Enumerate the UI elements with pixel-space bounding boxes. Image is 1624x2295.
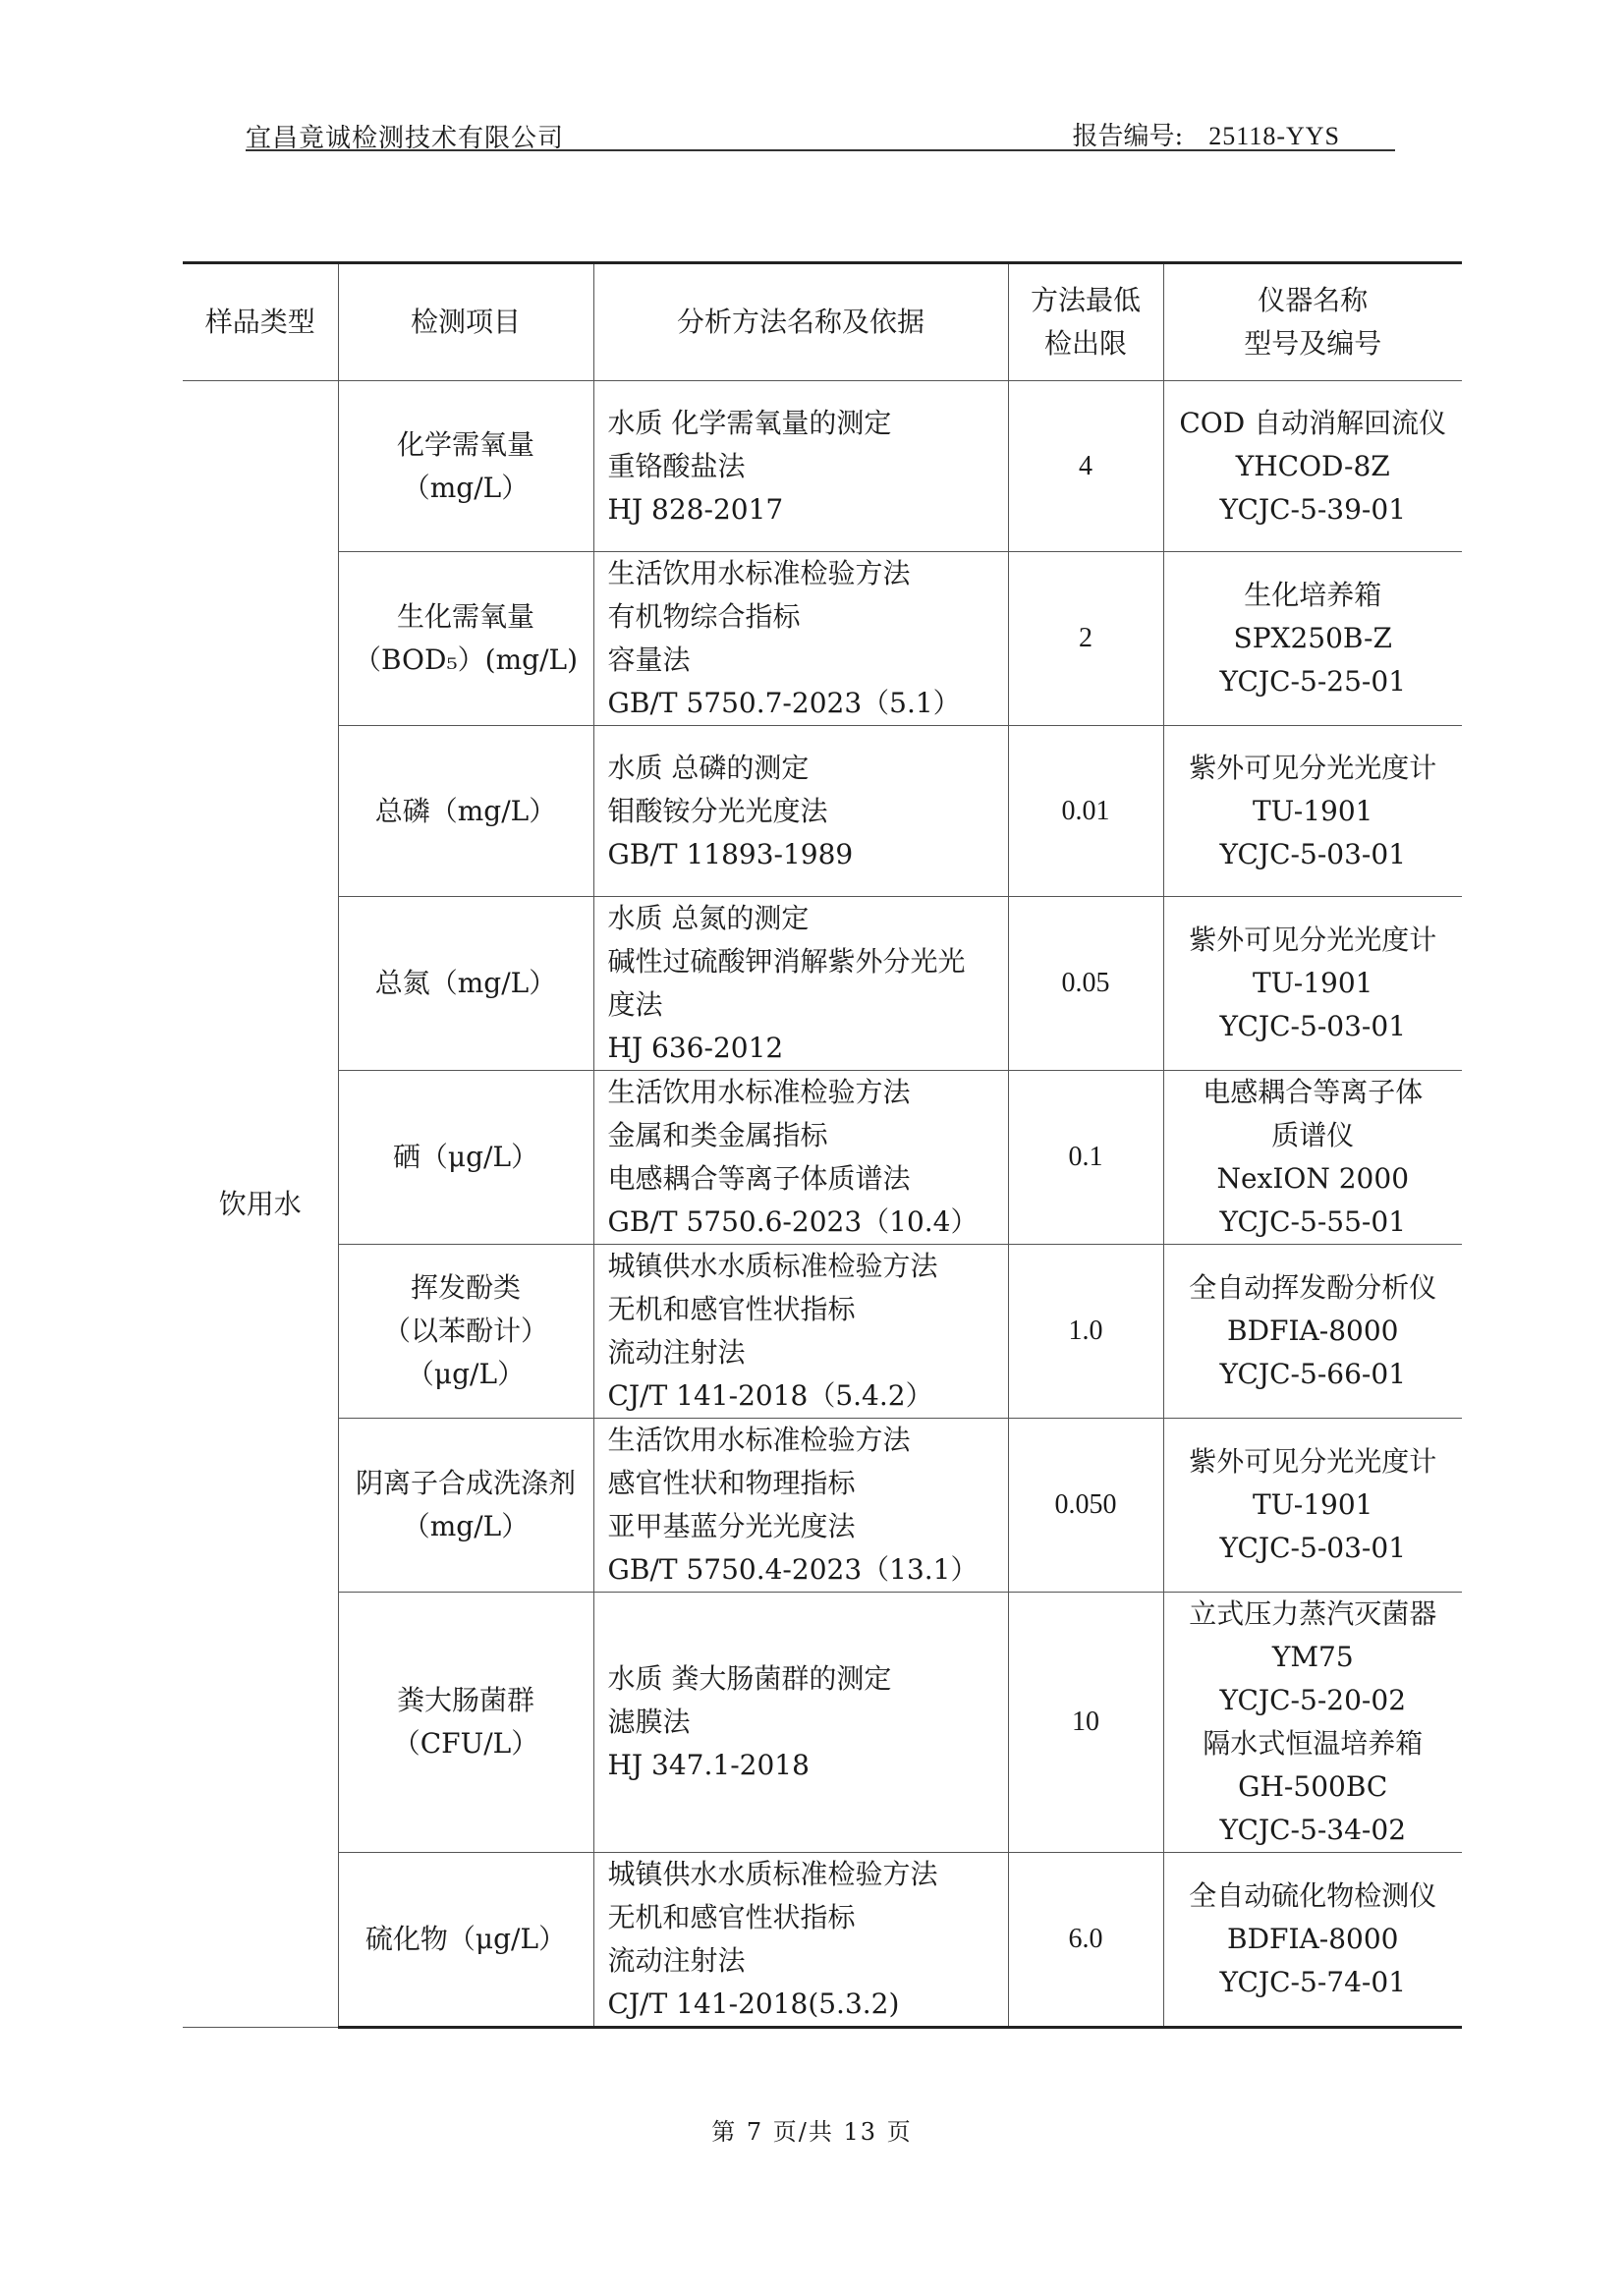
instrument-cell [1163,897,1462,1071]
method-cell-line: 水质 化学需氧量的测定 [607,406,892,439]
method-cell [593,381,1008,552]
col-header-limit-line: 方法最低 [1030,284,1141,316]
instrument-cell-line: YHCOD-8Z [1235,449,1390,482]
instrument-cell-line: 紫外可见分光光度计 [1189,924,1437,956]
item-cell [338,1853,593,2028]
col-header-instrument-line: 仪器名称 [1258,284,1369,316]
instrument-cell-line: YCJC-5-03-01 [1219,1010,1407,1042]
limit-cell: 6.0 [1008,1853,1163,2028]
item-cell-line: （CFU/L） [392,1727,539,1760]
method-cell [593,1593,1008,1853]
instrument-cell-line: YCJC-5-03-01 [1219,1532,1407,1564]
item-cell [338,1071,593,1245]
instrument-cell-line: 全自动挥发酚分析仪 [1189,1271,1437,1304]
method-cell-line: GB/T 5750.4-2023（13.1） [607,1553,979,1586]
method-cell-line: GB/T 11893-1989 [607,837,854,870]
instrument-cell-line: 紫外可见分光光度计 [1189,1445,1437,1478]
instrument-cell [1163,381,1462,552]
method-cell-line: HJ 828-2017 [607,492,784,526]
table-row [183,1071,1462,1245]
instrument-cell-line: SPX250B-Z [1233,622,1392,654]
instrument-cell [1163,726,1462,897]
limit-cell: 0.1 [1008,1071,1163,1245]
item-cell-line: 挥发酚类 [410,1271,521,1304]
table-row [183,1245,1462,1419]
limit-cell: 1.0 [1008,1245,1163,1419]
instrument-cell-line: 全自动硫化物检测仪 [1189,1879,1437,1912]
method-cell [593,1419,1008,1593]
method-cell-line: 水质 粪大肠菌群的测定 [607,1662,892,1695]
limit-cell: 0.01 [1008,726,1163,897]
method-cell-line: 钼酸铵分光光度法 [607,794,828,827]
instrument-cell-line: TU-1901 [1253,967,1373,999]
instrument-cell [1163,552,1462,726]
method-cell-line: 生活饮用水标准检验方法 [607,1424,911,1456]
instrument-cell-line: COD 自动消解回流仪 [1179,406,1447,439]
company-name: 宜昌竟诚检测技术有限公司 [246,124,565,153]
instrument-cell [1163,1071,1462,1245]
instrument-cell-line: BDFIA-8000 [1227,1315,1399,1347]
method-cell-line: CJ/T 141-2018(5.3.2) [607,1987,900,2020]
item-cell-line: 阴离子合成洗涤剂 [355,1467,576,1499]
method-cell-line: 水质 总磷的测定 [607,751,810,784]
col-header-method: 分析方法名称及依据 [593,263,1008,381]
item-cell-line: （mg/L） [402,471,530,504]
method-cell-line: GB/T 5750.6-2023（10.4） [607,1205,979,1238]
method-cell-line: 流动注射法 [607,1944,746,1977]
method-cell-line: 重铬酸盐法 [607,449,746,482]
col-header-limit [1008,263,1163,381]
col-header-instrument [1163,263,1462,381]
item-cell-line: （μg/L） [406,1358,526,1390]
instrument-cell-line: YM75 [1271,1641,1354,1673]
col-header-instrument-line: 型号及编号 [1244,327,1382,360]
instrument-cell-line: 质谱仪 [1271,1119,1355,1151]
table-row [183,897,1462,1071]
item-cell [338,897,593,1071]
table-row [183,1593,1462,1853]
instrument-cell-line: 紫外可见分光光度计 [1189,751,1437,784]
method-cell-line: 生活饮用水标准检验方法 [607,1076,911,1108]
item-cell [338,726,593,897]
item-cell-line: 生化需氧量 [396,600,534,633]
instrument-cell-line: 生化培养箱 [1244,579,1382,611]
method-cell [593,726,1008,897]
method-cell-line: 生活饮用水标准检验方法 [607,557,911,589]
item-cell-line: 粪大肠菌群 [396,1684,534,1716]
method-cell [593,1071,1008,1245]
instrument-cell-line: TU-1901 [1253,1488,1373,1521]
item-cell-line: 硫化物（μg/L） [364,1923,567,1955]
col-header-limit-line: 检出限 [1043,327,1127,360]
method-cell-line: 无机和感官性状指标 [607,1293,856,1325]
method-cell-line: HJ 636-2012 [607,1032,784,1064]
table-header-row [183,263,1462,381]
method-cell-line: 容量法 [607,644,691,676]
item-cell [338,1593,593,1853]
method-cell-line: HJ 347.1-2018 [607,1749,810,1781]
item-cell-line: 化学需氧量 [396,427,534,461]
table-row [183,1853,1462,2028]
instrument-cell-line: GH-500BC [1238,1770,1388,1803]
instrument-cell-line: YCJC-5-74-01 [1219,1966,1407,1998]
method-cell-line: 城镇供水水质标准检验方法 [607,1250,938,1282]
page-number: 第 7 页/共 13 页 [711,2118,913,2146]
item-cell-line: （mg/L） [402,1510,530,1542]
instrument-cell-line: BDFIA-8000 [1227,1923,1399,1955]
instrument-cell-line: YCJC-5-66-01 [1219,1358,1407,1390]
method-cell-line: 流动注射法 [607,1336,746,1369]
limit-cell: 4 [1008,381,1163,552]
instrument-cell [1163,1593,1462,1853]
item-cell [338,1245,593,1419]
method-cell [593,552,1008,726]
method-cell-line: 无机和感官性状指标 [607,1901,856,1933]
instrument-cell-line: 电感耦合等离子体 [1203,1076,1424,1108]
col-header-sample-type: 样品类型 [183,263,338,381]
limit-cell: 2 [1008,552,1163,726]
method-cell-line: 有机物综合指标 [607,600,801,633]
method-cell-line: 度法 [607,988,663,1021]
method-cell-line: 滤膜法 [607,1706,691,1738]
instrument-cell [1163,1853,1462,2028]
report-number [1073,116,1340,152]
instrument-cell-line: YCJC-5-20-02 [1219,1684,1407,1716]
item-cell-line: （BOD₅）(mg/L) [353,644,579,676]
table-row [183,381,1462,552]
table-row [183,1419,1462,1593]
instrument-cell-line: 隔水式恒温培养箱 [1203,1727,1424,1760]
table-row [183,552,1462,726]
item-cell [338,381,593,552]
method-cell-line: 亚甲基蓝分光光度法 [607,1510,856,1542]
instrument-cell-line: YCJC-5-55-01 [1219,1205,1407,1238]
instrument-cell-line: YCJC-5-25-01 [1219,665,1407,698]
method-cell-line: 城镇供水水质标准检验方法 [607,1858,938,1890]
report-number-label: 报告编号: [1072,122,1184,151]
instrument-cell-line: YCJC-5-39-01 [1219,492,1407,526]
method-cell-line: 电感耦合等离子体质谱法 [607,1162,911,1195]
instrument-cell-line: YCJC-5-03-01 [1219,837,1407,870]
method-cell [593,1853,1008,2028]
instrument-cell [1163,1419,1462,1593]
instrument-cell-line: 立式压力蒸汽灭菌器 [1189,1597,1437,1630]
col-header-item: 检测项目 [338,263,593,381]
item-cell-line: （以苯酚计） [382,1315,548,1347]
method-cell-line: 碱性过硫酸钾消解紫外分光光 [607,945,966,978]
instrument-cell [1163,1245,1462,1419]
item-cell [338,1419,593,1593]
method-cell-line: 水质 总氮的测定 [607,902,810,934]
limit-cell: 0.050 [1008,1419,1163,1593]
item-cell [338,552,593,726]
method-cell [593,1245,1008,1419]
sample-type-cell: 饮用水 [183,381,338,2028]
report-number-value: 25118-YYS [1208,122,1340,150]
instrument-cell-line: TU-1901 [1253,794,1373,827]
item-cell-line: 总磷（mg/L） [374,794,557,827]
method-cell-line: 感官性状和物理指标 [607,1467,856,1499]
limit-cell: 0.05 [1008,897,1163,1071]
limit-cell: 10 [1008,1593,1163,1853]
method-cell-line: CJ/T 141-2018（5.4.2） [607,1379,933,1412]
page-header [246,110,1395,151]
test-items-table [183,261,1462,2029]
instrument-cell-line: YCJC-5-34-02 [1219,1814,1407,1846]
method-cell [593,897,1008,1071]
instrument-cell-line: NexION 2000 [1216,1162,1410,1195]
method-cell-line: GB/T 5750.7-2023（5.1） [607,687,961,719]
item-cell-line: 硒（μg/L） [392,1141,539,1173]
item-cell-line: 总氮（mg/L） [374,967,557,999]
table-row [183,726,1462,897]
method-cell-line: 金属和类金属指标 [607,1119,828,1151]
